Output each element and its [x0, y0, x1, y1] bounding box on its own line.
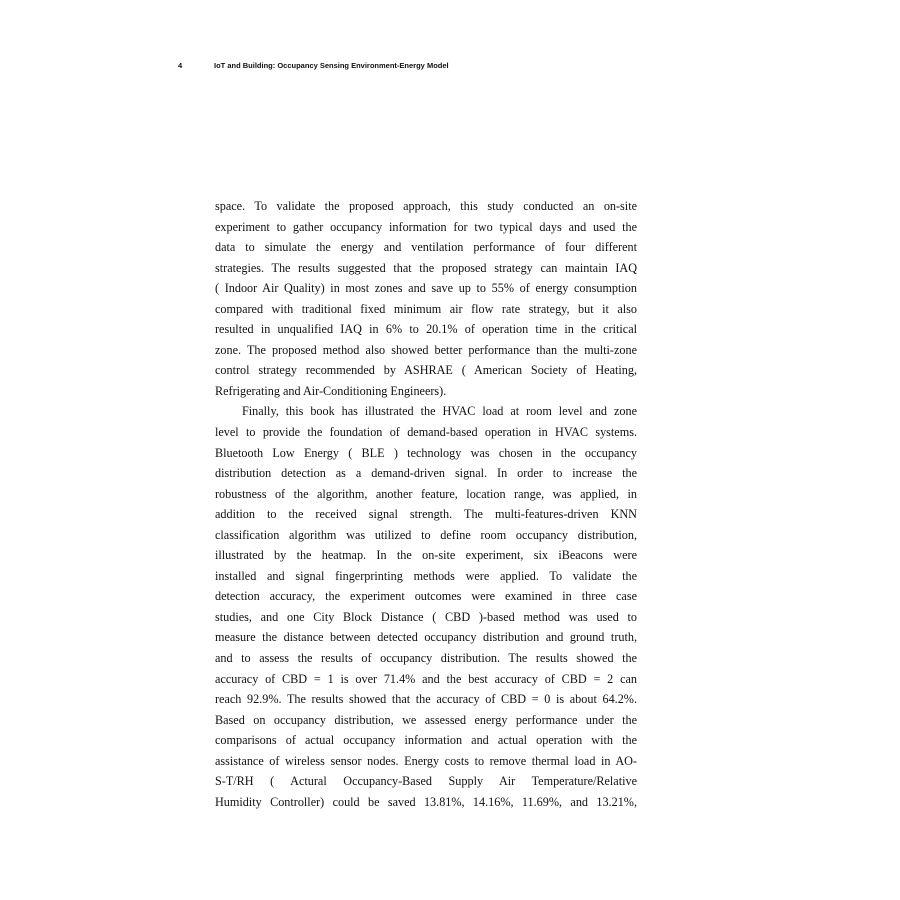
- text-line: comparisons of actual occupancy information and actual operation with the: [215, 733, 637, 748]
- text-line: illustrated by the heatmap. In the on-site experiment, six iBeacons were: [215, 548, 637, 563]
- text-line: accuracy of CBD = 1 is over 71.4% and the best accuracy of CBD = 2 can: [215, 671, 637, 686]
- running-title: IoT and Building: Occupancy Sensing Environment-Energy Model: [214, 61, 449, 70]
- body-text: [215, 196, 637, 812]
- text-line: ( Indoor Air Quality) in most zones and save up to 55% of energy consumption: [215, 281, 637, 296]
- text-line: and to assess the results of occupancy distribution. The results showed the: [215, 651, 637, 666]
- text-line: classification algorithm was utilized to define room occupancy distribution,: [215, 527, 637, 542]
- text-line: level to provide the foundation of demand-based operation in HVAC systems.: [215, 425, 637, 440]
- page-number: 4: [178, 61, 183, 70]
- text-line: Based on occupancy distribution, we assessed energy performance under the: [215, 712, 637, 727]
- text-line: Humidity Controller) could be saved 13.81%, 14.16%, 11.69%, and 13.21%,: [215, 794, 637, 809]
- text-line: resulted in unqualified IAQ in 6% to 20.1% of operation time in the critical: [215, 322, 637, 337]
- text-line: data to simulate the energy and ventilation performance of four different: [215, 240, 637, 255]
- text-line: Refrigerating and Air-Conditioning Engineers).: [215, 383, 447, 398]
- text-line: measure the distance between detected occupancy distribution and ground truth,: [215, 630, 637, 645]
- text-line: addition to the received signal strength. The multi-features-driven KNN: [215, 507, 637, 522]
- text-line: reach 92.9%. The results showed that the accuracy of CBD = 0 is about 64.2%.: [215, 692, 637, 707]
- text-line: S-T/RH ( Actural Occupancy-Based Supply Air Temperature/Relative: [215, 774, 637, 789]
- text-line: compared with traditional fixed minimum air flow rate strategy, but it also: [215, 301, 637, 316]
- text-line: Bluetooth Low Energy ( BLE ) technology was chosen in the occupancy: [215, 445, 637, 460]
- text-line: distribution detection as a demand-driven signal. In order to increase the: [215, 466, 637, 481]
- text-line: detection accuracy, the experiment outcomes were examined in three case: [215, 589, 637, 604]
- text-line: robustness of the algorithm, another feature, location range, was applied, in: [215, 486, 637, 501]
- text-line: Finally, this book has illustrated the HVAC load at room level and zone: [242, 404, 637, 419]
- text-line: experiment to gather occupancy information for two typical days and used the: [215, 219, 637, 234]
- text-line: assistance of wireless sensor nodes. Energy costs to remove thermal load in AO-: [215, 753, 637, 768]
- running-head: [178, 61, 449, 70]
- text-line: strategies. The results suggested that the proposed strategy can maintain IAQ: [215, 260, 637, 275]
- text-line: control strategy recommended by ASHRAE ( American Society of Heating,: [215, 363, 637, 378]
- text-line: installed and signal fingerprinting methods were applied. To validate the: [215, 568, 637, 583]
- text-line: space. To validate the proposed approach, this study conducted an on-site: [215, 199, 637, 213]
- text-line: studies, and one City Block Distance ( CBD )-based method was used to: [215, 609, 637, 624]
- text-line: zone. The proposed method also showed better performance than the multi-zone: [215, 342, 637, 357]
